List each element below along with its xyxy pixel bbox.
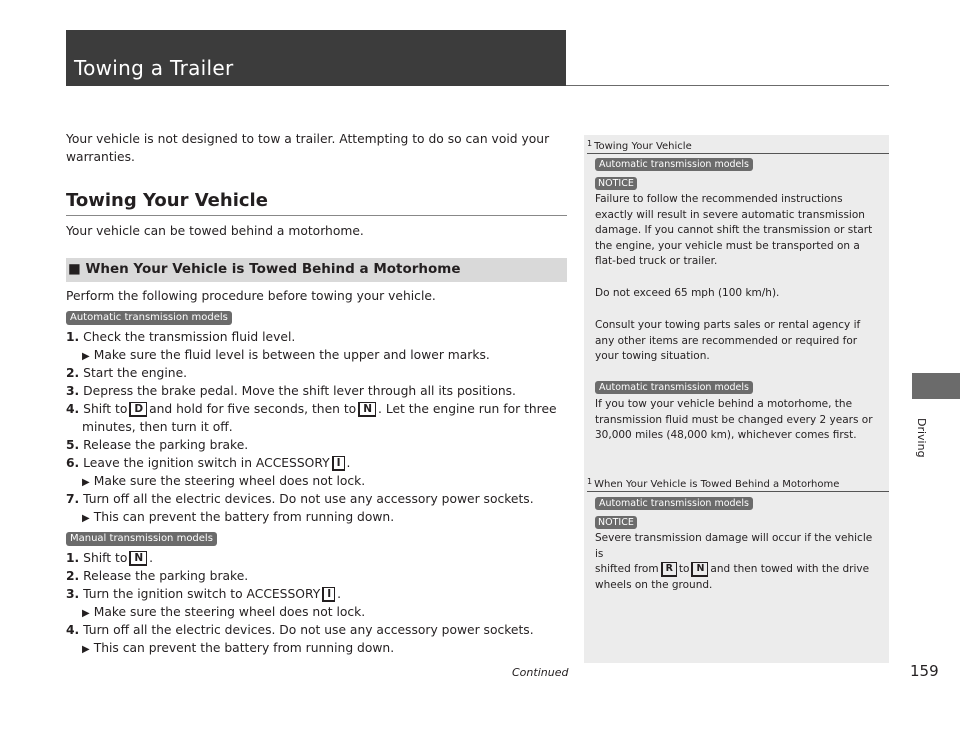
note-heading-motorhome: $^1$ When Your Vehicle is Towed Behind a Motorhome xyxy=(587,477,840,490)
list-item-sub: ▶ Make sure the steering wheel does not lock. xyxy=(82,474,366,488)
note-marker: 1 xyxy=(587,139,593,148)
subsection-marker: ■ xyxy=(68,261,81,277)
note-marker: 1 xyxy=(587,477,593,486)
page-title-bar xyxy=(66,30,566,86)
note2-automatic-badge: Automatic transmission models xyxy=(595,497,753,510)
subsection-heading xyxy=(68,261,461,277)
list-item: 2. Start the engine. xyxy=(66,366,188,380)
note1-fluid-text: If you tow your vehicle behind a motorhome, the transmission fluid must be changed every 2 years or 30,000 miles (48,000 km), whichever comes first. xyxy=(595,398,873,442)
chapter-tab-label: Driving xyxy=(915,418,928,458)
list-item: 4. Turn off all the electric devices. Do not use any accessory power sockets. xyxy=(66,623,534,637)
note-rule xyxy=(587,153,889,154)
page-title: Towing a Trailer xyxy=(74,56,234,80)
title-rule xyxy=(566,85,889,86)
gear-key-n: N xyxy=(129,551,147,566)
manual-steps-list xyxy=(66,549,534,657)
note2-notice-text: Severe transmission damage will occur if the vehicle is shifted from R to N and then towed with the drive wheels on the ground. xyxy=(595,532,873,591)
procedure-intro: Perform the following procedure before towing your vehicle. xyxy=(66,289,436,303)
arrow-icon: ▶ xyxy=(82,513,90,524)
gear-key-n: N xyxy=(358,402,376,417)
note1-consult-text: Consult your towing parts sales or rental agency if any other items are recommended or required for your towing situation. xyxy=(595,319,861,363)
note1-automatic-badge-2: Automatic transmission models xyxy=(595,381,753,394)
note1-speed-limit: Do not exceed 65 mph (100 km/h). xyxy=(595,287,780,299)
list-item: 3. Turn the ignition switch to ACCESSORY I . xyxy=(66,587,342,601)
arrow-icon: ▶ xyxy=(82,477,90,488)
note1-automatic-badge: Automatic transmission models xyxy=(595,158,753,171)
intro-paragraph: Your vehicle is not designed to tow a trailer. Attempting to do so can void your warranties. xyxy=(66,132,550,164)
list-item: 2. Release the parking brake. xyxy=(66,569,249,583)
note-rule xyxy=(587,491,889,492)
subsection-heading-bar xyxy=(66,258,567,282)
note1-notice-badge: NOTICE xyxy=(595,177,637,190)
gear-key-r: R xyxy=(661,562,677,577)
chapter-tab xyxy=(912,373,960,399)
subsection-heading-text: When Your Vehicle is Towed Behind a Motorhome xyxy=(85,261,461,277)
list-item: 4. Shift to D and hold for five seconds, then to N . Let the engine run for three xyxy=(66,402,557,416)
list-item: 1. Check the transmission fluid level. xyxy=(66,330,296,344)
continued-label: Continued xyxy=(512,666,569,679)
note-heading-towing: $^1$ Towing Your Vehicle xyxy=(587,139,692,152)
list-item: 3. Depress the brake pedal. Move the shift lever through all its positions. xyxy=(66,384,516,398)
list-item-continuation: minutes, then turn it off. xyxy=(82,420,233,434)
arrow-icon: ▶ xyxy=(82,644,90,655)
section-heading-rule xyxy=(66,215,567,216)
automatic-steps-list xyxy=(66,328,557,526)
note1-notice-text: Failure to follow the recommended instructions exactly will result in severe automatic transmission damage. If you cannot shift the transmission or start the engine, your vehicle must be transported on a flat-bed truck or trailer. xyxy=(595,193,873,268)
list-item-sub: ▶ This can prevent the battery from running down. xyxy=(82,641,395,655)
ignition-key-accessory: I xyxy=(332,456,345,471)
list-item: 5. Release the parking brake. xyxy=(66,438,249,452)
list-item: 7. Turn off all the electric devices. Do not use any accessory power sockets. xyxy=(66,492,534,506)
list-item: 1. Shift to N . xyxy=(66,551,154,565)
section-heading: Towing Your Vehicle xyxy=(66,190,268,211)
arrow-icon: ▶ xyxy=(82,608,90,619)
section-lead: Your vehicle can be towed behind a motorhome. xyxy=(66,224,364,238)
gear-key-n: N xyxy=(691,562,708,577)
list-item-sub: ▶ This can prevent the battery from running down. xyxy=(82,510,395,524)
list-item: 6. Leave the ignition switch in ACCESSORY I . xyxy=(66,456,351,470)
note2-notice-badge: NOTICE xyxy=(595,516,637,529)
list-item-sub: ▶ Make sure the steering wheel does not lock. xyxy=(82,605,366,619)
page-number: 159 xyxy=(910,662,939,680)
automatic-models-badge: Automatic transmission models xyxy=(66,311,232,325)
arrow-icon: ▶ xyxy=(82,351,90,362)
gear-key-d: D xyxy=(129,402,147,417)
ignition-key-accessory: I xyxy=(322,587,335,602)
manual-models-badge: Manual transmission models xyxy=(66,532,217,546)
list-item-sub: ▶ Make sure the fluid level is between the upper and lower marks. xyxy=(82,348,490,362)
